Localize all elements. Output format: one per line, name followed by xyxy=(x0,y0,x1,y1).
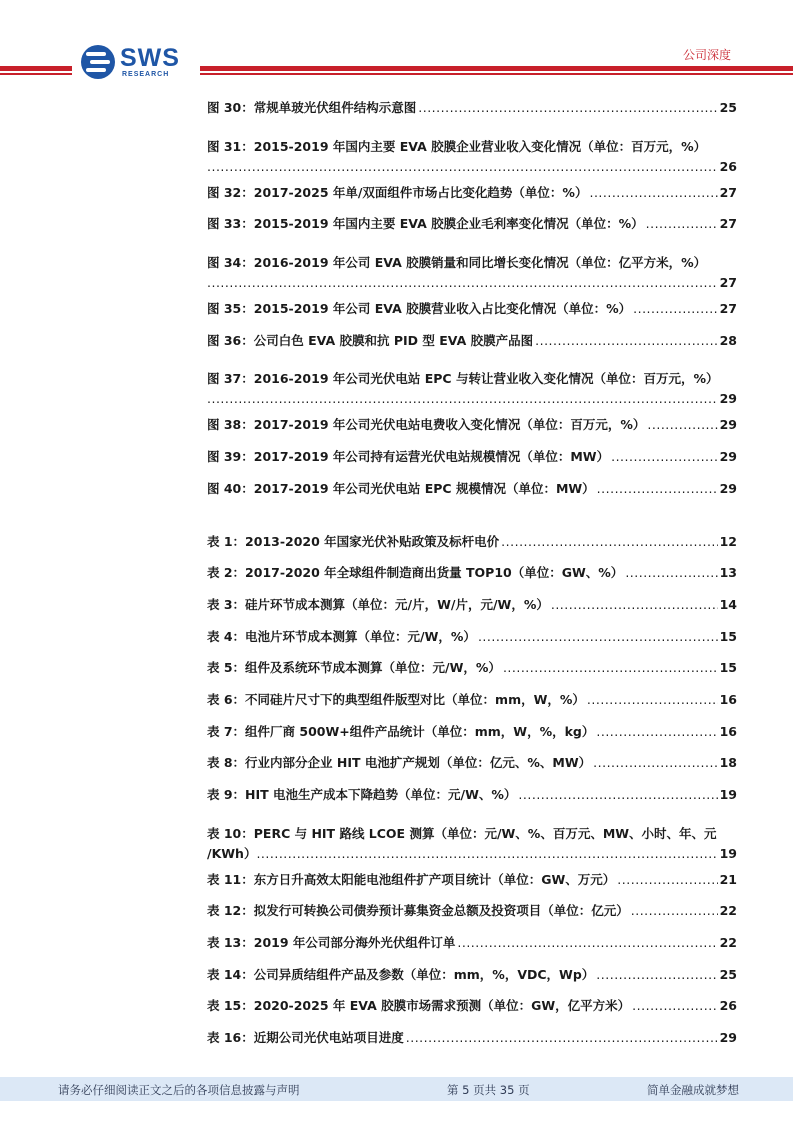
toc-entry-page: 19 xyxy=(719,787,737,802)
leader-dots xyxy=(551,597,718,612)
toc-entry-table-14[interactable] xyxy=(207,965,737,997)
leader-dots xyxy=(207,389,718,409)
toc-entry-label-continued: /KWh） xyxy=(207,845,257,861)
toc-entry-table-13[interactable] xyxy=(207,933,737,965)
toc-entry-page: 16 xyxy=(719,723,737,739)
leader-dots xyxy=(587,692,718,707)
figure-list xyxy=(207,98,737,511)
toc-entry-page: 27 xyxy=(719,184,737,200)
toc-entry-figure-33[interactable] xyxy=(207,214,737,246)
toc-entry-label: 表 12：拟发行可转换公司债券预计募集资金总额及投资项目（单位：亿元） xyxy=(207,903,629,919)
toc-entry-table-4[interactable] xyxy=(207,627,737,659)
toc-entry-page: 29 xyxy=(719,480,737,496)
toc-entry-page: 21 xyxy=(719,871,737,887)
toc-entry-page: 25 xyxy=(719,100,737,115)
toc-entry-label: 表 4：电池片环节成本测算（单位：元/W，%） xyxy=(207,628,476,644)
toc-entry-label: 图 36：公司白色 EVA 胶膜和抗 PID 型 EVA 胶膜产品图 xyxy=(207,332,534,348)
leader-dots xyxy=(625,565,717,580)
toc-entry-label: 表 16：近期公司光伏电站项目进度 xyxy=(207,1030,404,1046)
toc-entry-page: 12 xyxy=(719,533,737,549)
toc-entry-table-10[interactable] xyxy=(207,817,737,870)
leader-dots xyxy=(457,935,717,950)
leader-dots xyxy=(406,1030,718,1045)
toc-entry-label: 表 8：行业内部分企业 HIT 电池扩产规划（单位：亿元、%、MW） xyxy=(207,755,592,771)
toc-entry-page: 27 xyxy=(719,275,737,291)
toc-entry-figure-34[interactable] xyxy=(207,246,737,299)
toc-entry-label: 图 33：2015-2019 年国内主要 EVA 胶膜企业毛利率变化情况（单位：%） xyxy=(207,216,644,232)
toc-entry-figure-30[interactable] xyxy=(207,98,737,130)
toc-entry-label: 表 13：2019 年公司部分海外光伏组件订单 xyxy=(207,935,456,951)
leader-dots xyxy=(617,872,717,887)
toc-entry-page: 18 xyxy=(719,755,737,771)
toc-entry-page: 15 xyxy=(719,660,737,676)
toc-entry-page: 27 xyxy=(719,301,737,317)
toc-entry-figure-36[interactable] xyxy=(207,331,737,363)
toc-entry-figure-32[interactable] xyxy=(207,183,737,215)
toc-entry-page: 15 xyxy=(719,628,737,644)
toc-entry-table-16[interactable] xyxy=(207,1028,737,1060)
logo-text: SWS xyxy=(120,44,180,72)
toc-entry-label: 表 11：东方日升高效太阳能电池组件扩产项目统计（单位：GW、万元） xyxy=(207,871,616,887)
toc-entry-label: 表 1：2013-2020 年国家光伏补贴政策及标杆电价 xyxy=(207,533,500,549)
table-list xyxy=(207,532,737,1060)
toc-entry-label: 表 7：组件厂商 500W+组件产品统计（单位：mm，W，%，kg） xyxy=(207,723,595,739)
toc-entry-label: 表 14：公司异质结组件产品及参数（单位：mm，%，VDC，Wp） xyxy=(207,966,595,982)
toc-entry-page: 29 xyxy=(719,449,737,465)
toc-entry-table-9[interactable] xyxy=(207,785,737,817)
leader-dots xyxy=(207,273,718,293)
toc-entry-label: 图 35：2015-2019 年公司 EVA 胶膜营业收入占比变化情况（单位：%） xyxy=(207,301,632,317)
toc-entry-figure-39[interactable] xyxy=(207,447,737,479)
header-rule-left xyxy=(0,66,72,71)
toc-entry-label: 表 10：PERC 与 HIT 路线 LCOE 测算（单位：元/W、%、百万元、MW、小时、年、元 xyxy=(207,825,717,841)
toc-entry-figure-35[interactable] xyxy=(207,299,737,331)
toc-entry-label: 表 5：组件及系统环节成本测算（单位：元/W，%） xyxy=(207,660,501,676)
leader-dots xyxy=(518,787,717,802)
leader-dots xyxy=(501,534,717,549)
footer-slogan: 简单金融成就梦想 xyxy=(647,1083,739,1097)
toc-entry-table-7[interactable] xyxy=(207,722,737,754)
toc-entry-table-15[interactable] xyxy=(207,996,737,1028)
toc-entry-label: 图 32：2017-2025 年单/双面组件市场占比变化趋势（单位：%） xyxy=(207,184,588,200)
toc-entry-label: 图 30：常规单玻光伏组件结构示意图 xyxy=(207,100,417,115)
toc-entry-label: 图 40：2017-2019 年公司光伏电站 EPC 规模情况（单位：MW） xyxy=(207,480,595,496)
toc-entry-table-6[interactable] xyxy=(207,690,737,722)
logo-subtext: RESEARCH xyxy=(122,71,170,78)
toc-entry-label: 图 31：2015-2019 年国内主要 EVA 胶膜企业营业收入变化情况（单位：百万元，%） xyxy=(207,138,707,154)
leader-dots xyxy=(632,998,717,1013)
leader-dots xyxy=(647,417,717,432)
leader-dots xyxy=(631,903,718,918)
toc-entry-page: 26 xyxy=(719,158,737,174)
toc-entry-table-11[interactable] xyxy=(207,870,737,902)
toc-entry-page: 26 xyxy=(719,998,737,1014)
toc-entry-page: 29 xyxy=(719,1030,737,1046)
leader-dots xyxy=(418,100,717,115)
toc-entry-label: 表 9：HIT 电池生产成本下降趋势（单位：元/W、%） xyxy=(207,787,517,802)
report-type-label: 公司深度 xyxy=(682,48,731,62)
toc-entry-table-2[interactable] xyxy=(207,563,737,595)
toc-entry-page: 28 xyxy=(719,332,737,348)
toc-entry-page: 29 xyxy=(719,391,737,407)
sws-logo-icon xyxy=(80,44,116,80)
toc-entry-figure-40[interactable] xyxy=(207,479,737,511)
table-of-contents xyxy=(207,98,737,1060)
leader-dots xyxy=(478,629,718,644)
sws-logo xyxy=(80,44,190,84)
toc-entry-page: 16 xyxy=(719,691,737,707)
header-rule-right xyxy=(200,66,793,71)
toc-entry-label: 表 2：2017-2020 年全球组件制造商出货量 TOP10（单位：GW、%） xyxy=(207,565,624,581)
page-footer xyxy=(0,1077,793,1101)
leader-dots xyxy=(256,844,717,864)
toc-entry-page: 13 xyxy=(719,565,737,581)
toc-entry-page: 19 xyxy=(719,845,737,861)
toc-entry-label: 图 37：2016-2019 年公司光伏电站 EPC 与转让营业收入变化情况（单位：百万元，%） xyxy=(207,371,719,387)
toc-entry-table-12[interactable] xyxy=(207,901,737,933)
toc-entry-page: 14 xyxy=(719,596,737,612)
toc-entry-figure-31[interactable] xyxy=(207,130,737,183)
leader-dots xyxy=(593,755,717,770)
leader-dots xyxy=(503,660,718,675)
toc-entry-figure-38[interactable] xyxy=(207,415,737,447)
footer-disclaimer: 请务必仔细阅读正文之后的各项信息披露与声明 xyxy=(58,1083,300,1097)
leader-dots xyxy=(633,301,717,316)
toc-entry-label: 图 34：2016-2019 年公司 EVA 胶膜销量和同比增长变化情况（单位：亿平方米，%） xyxy=(207,255,707,271)
toc-entry-page: 22 xyxy=(719,935,737,951)
toc-entry-label: 表 3：硅片环节成本测算（单位：元/片，W/片，元/W，%） xyxy=(207,596,549,612)
toc-entry-label: 表 15：2020-2025 年 EVA 胶膜市场需求预测（单位：GW，亿平方米） xyxy=(207,998,631,1014)
toc-entry-table-3[interactable] xyxy=(207,595,737,627)
toc-entry-label: 图 39：2017-2019 年公司持有运营光伏电站规模情况（单位：MW） xyxy=(207,449,610,465)
toc-entry-page: 29 xyxy=(719,417,737,433)
toc-entry-page: 25 xyxy=(719,966,737,982)
toc-entry-figure-37[interactable] xyxy=(207,362,737,415)
leader-dots xyxy=(589,185,717,200)
toc-entry-label: 表 6：不同硅片尺寸下的典型组件版型对比（单位：mm，W，%） xyxy=(207,691,585,707)
leader-dots xyxy=(597,481,718,496)
leader-dots xyxy=(207,157,718,177)
footer-page-number: 第 5 页共 35 页 xyxy=(447,1083,530,1097)
leader-dots xyxy=(596,967,717,982)
leader-dots xyxy=(535,333,717,348)
toc-entry-label: 图 38：2017-2019 年公司光伏电站电费收入变化情况（单位：百万元，%） xyxy=(207,417,646,433)
leader-dots xyxy=(611,449,717,464)
toc-entry-page: 27 xyxy=(719,216,737,232)
toc-entry-table-1[interactable] xyxy=(207,532,737,564)
toc-entry-table-8[interactable] xyxy=(207,753,737,785)
leader-dots xyxy=(596,724,717,739)
toc-entry-page: 22 xyxy=(719,903,737,919)
leader-dots xyxy=(646,216,718,231)
toc-entry-table-5[interactable] xyxy=(207,658,737,690)
